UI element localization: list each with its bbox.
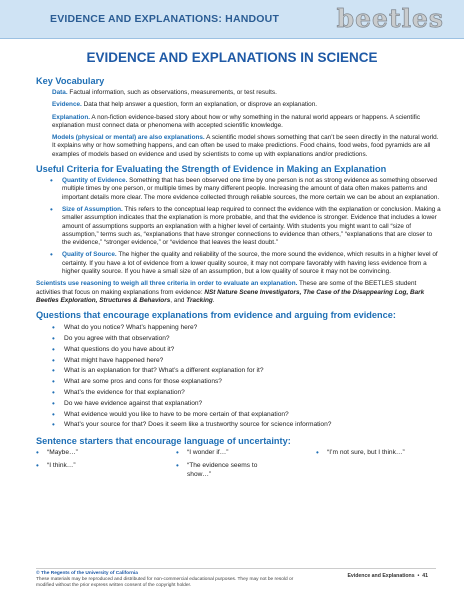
bullet-icon: • xyxy=(36,461,39,471)
starters-grid xyxy=(36,449,442,479)
criteria-text: The higher the quality and reliability of the source, the more sound the evidence, which results in a higher level of certainty. If you have a lot of evidence from a lower quality source, it may not compare favorably with having less evidence from a higher quality source. If you have a small size of an assumption, but a low quality of source it may not be convincing. xyxy=(62,251,438,276)
vocab-definition: A non-fiction evidence-based story about how or why something in the natural world appears or happens. A scientific explanation must connect data or phenomena with accepted scientific knowledge. xyxy=(52,113,421,129)
question-item xyxy=(52,356,442,367)
starter-text: “The evidence seems to show…” xyxy=(187,462,258,478)
vocab-term: Models (physical or mental) are also explanations. xyxy=(52,134,205,142)
vocabulary-section xyxy=(36,76,442,159)
bullet-icon: • xyxy=(176,461,179,471)
header-title: EVIDENCE AND EXPLANATIONS: HANDOUT xyxy=(50,13,280,25)
bullet-icon: • xyxy=(52,377,55,387)
vocab-item xyxy=(52,114,442,131)
question-item xyxy=(52,377,442,388)
starters-heading: Sentence starters that encourage language of uncertainty: xyxy=(36,436,291,447)
question-text: What is an explanation for that? What’s a different explanation for it? xyxy=(64,367,264,375)
activities-text: These are some of the BEETLES student activities that focus on making explanations from evidence: xyxy=(36,280,417,296)
bullet-icon: • xyxy=(50,176,53,186)
question-text: Do you agree with that observation? xyxy=(64,335,170,343)
bullet-icon: • xyxy=(50,204,53,214)
activities-lead: Scientists use reasoning to weigh all three criteria in order to evaluate an explanation. xyxy=(36,280,298,288)
footer-bullet: • xyxy=(417,573,420,579)
question-text: What evidence would you like to have to be more certain of that explanation? xyxy=(64,410,289,418)
bullet-icon: • xyxy=(52,409,55,419)
vocab-definition: A scientific model shows something that can’t be seen directly in the natural world. It explains why or how something happens, and can often be used to make predictions. Food chains, food webs, food pyramids are all examples of models based on evidence and used by scientists to come up with explanations and/or predictions. xyxy=(52,134,439,158)
vocab-item xyxy=(52,89,442,97)
vocab-term: Explanation. xyxy=(52,113,90,121)
handout-content xyxy=(36,76,442,484)
question-text: What do you notice? What’s happening here? xyxy=(64,324,198,332)
criteria-heading: Useful Criteria for Evaluating the Strength of Evidence in Making an Explanation xyxy=(36,164,387,175)
bullet-icon: • xyxy=(52,366,55,376)
footer-page-info xyxy=(347,573,428,579)
starter-text: “I wonder if…” xyxy=(187,449,229,457)
activities-end: . xyxy=(212,296,215,304)
criteria-term: Size of Assumption. xyxy=(62,205,123,213)
footer-section: Evidence and Explanations xyxy=(347,573,415,579)
vocab-definition: Factual information, such as observations, measurements, or test results. xyxy=(67,89,277,96)
vocab-item xyxy=(52,101,442,109)
bullet-icon: • xyxy=(52,398,55,408)
criteria-item xyxy=(50,206,442,247)
bullet-icon: • xyxy=(52,355,55,365)
question-text: What might have happened here? xyxy=(64,356,164,364)
vocab-term: Evidence. xyxy=(52,101,82,109)
bullet-icon: • xyxy=(36,448,39,458)
question-item xyxy=(52,345,442,356)
starter-item xyxy=(316,449,453,458)
criteria-term: Quality of Source. xyxy=(62,251,117,259)
footer-copyright xyxy=(36,571,306,589)
starter-item xyxy=(176,462,267,479)
question-item xyxy=(52,334,442,345)
question-text: What questions do you have about it? xyxy=(64,345,175,353)
footer-org: © The Regents of the University of California xyxy=(36,571,138,576)
criteria-section xyxy=(36,164,442,305)
starter-text: “I think…” xyxy=(47,462,76,470)
questions-section xyxy=(36,310,442,431)
question-text: Do we have evidence against that explanation? xyxy=(64,399,203,407)
bullet-icon: • xyxy=(176,448,179,458)
starter-text: “Maybe…” xyxy=(47,449,78,457)
activities-list: NSt Nature Scene Investigators, The Case of the Disappearing Log, Bark Beetles Exploration, Structures & Behaviors xyxy=(36,288,425,304)
footer-note: These materials may be reproduced and distributed for non-commercial educational purposes. They may not be resold or modified without the prior express written consent of the copyright holder. xyxy=(36,577,294,588)
activities-last: Tracking xyxy=(186,296,213,304)
question-item xyxy=(52,323,442,334)
bullet-icon: • xyxy=(50,250,53,260)
bullet-icon: • xyxy=(52,420,55,430)
beetles-logo: beetles xyxy=(336,4,444,33)
question-item xyxy=(52,410,442,421)
criteria-item xyxy=(50,251,442,276)
question-item xyxy=(52,399,442,410)
bullet-icon: • xyxy=(52,323,55,333)
vocab-definition: Data that help answer a question, form an explanation, or disprove an explanation. xyxy=(81,101,318,109)
bullet-icon: • xyxy=(52,344,55,354)
starter-item xyxy=(36,449,167,458)
question-item xyxy=(52,366,442,377)
criteria-term: Quantity of Evidence. xyxy=(62,177,128,185)
page-title: EVIDENCE AND EXPLANATIONS IN SCIENCE xyxy=(86,50,378,65)
bullet-icon: • xyxy=(52,388,55,398)
vocab-item xyxy=(52,134,442,159)
footer-divider xyxy=(36,568,436,569)
question-item xyxy=(52,420,442,431)
questions-heading: Questions that encourage explanations from evidence and arguing from evidence: xyxy=(36,310,396,321)
criteria-text: This refers to the conceptual leap required to connect the evidence with the explanation or conclusion. Making a smaller assumption indicates that the explanation is more probable, and that the evidence is stronger. Evidence that includes a lower amount of assumptions supports an explanation with a higher level of certainty. With students you might want to call “size of assumption,” terms such as, “explanations that have stronger connections to evidence than others,” “explanations that are closer to the evidence,” “stronger evidence,” or “evidence that leaves the least doubt.” xyxy=(62,205,441,247)
bullet-icon: • xyxy=(52,334,55,344)
page-number: 41 xyxy=(422,573,428,579)
bullet-icon: • xyxy=(316,448,319,458)
vocabulary-heading: Key Vocabulary xyxy=(36,76,105,86)
question-text: What’s your source for that? Does it seem like a trustworthy source for science information? xyxy=(64,421,332,429)
question-text: What’s the evidence for that explanation? xyxy=(64,389,185,397)
criteria-text: Something that has been observed one time by one person is not as strong evidence as something observed multiple times by one person, or multiple times by many different people. Increasing the amount of data often makes patterns and important details more clear. The more evidence collected through reliable sources, the more certain we can be about an explanation. xyxy=(62,177,440,201)
starter-item xyxy=(36,462,167,471)
activities-paragraph xyxy=(36,280,442,305)
starter-item xyxy=(176,449,307,458)
question-text: What are some pros and cons for those explanations? xyxy=(64,378,222,386)
vocab-term: Data. xyxy=(52,89,68,96)
starter-text: “I’m not sure, but I think…” xyxy=(327,449,405,457)
activities-and: , and xyxy=(170,296,187,304)
question-item xyxy=(52,388,442,399)
criteria-item xyxy=(50,177,442,202)
starters-section xyxy=(36,436,442,479)
